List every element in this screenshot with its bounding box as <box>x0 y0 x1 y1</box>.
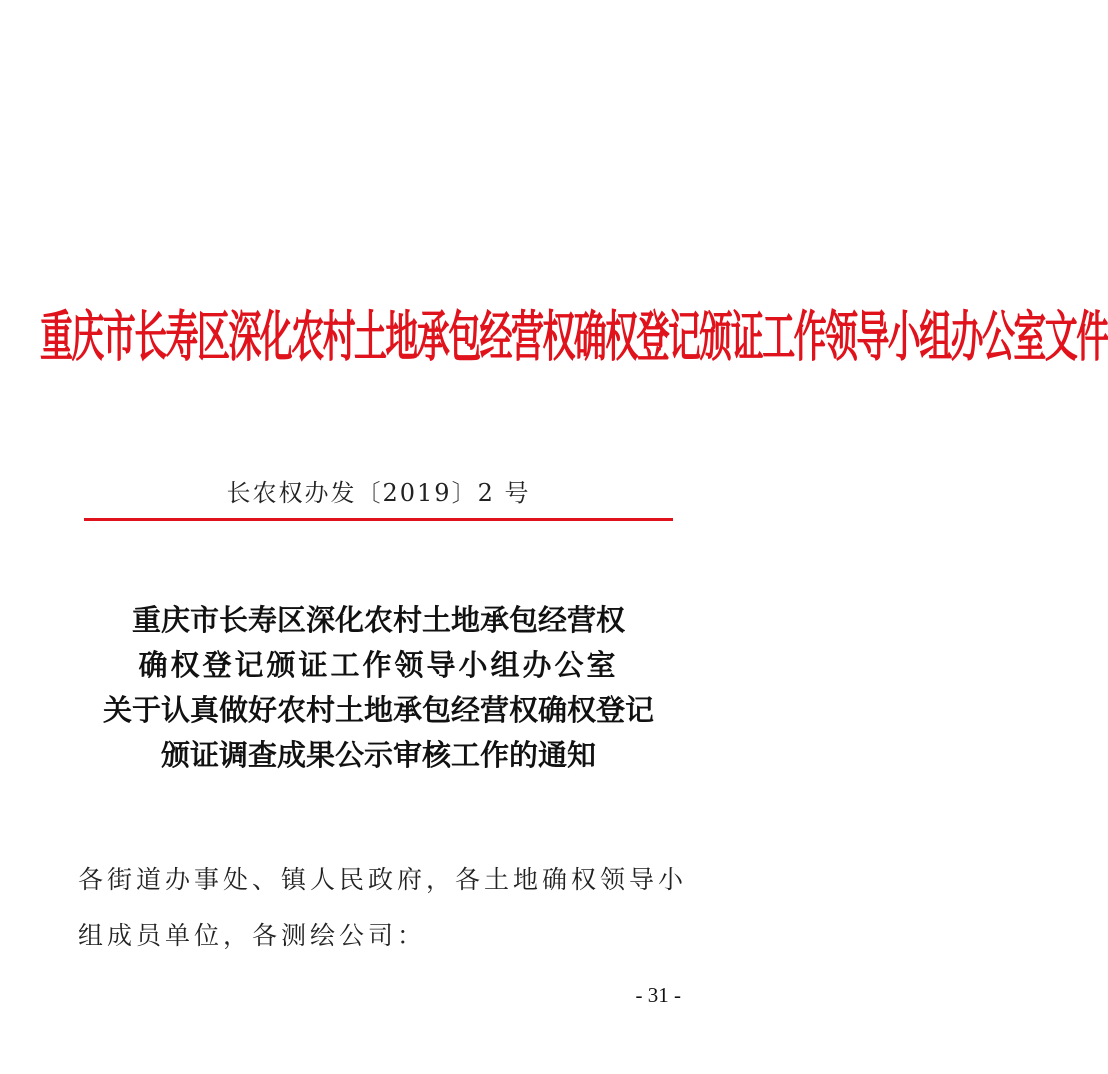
title-line-3: 关于认真做好农村土地承包经营权确权登记 <box>102 693 654 727</box>
salutation-line-2: 组成员单位，各测绘公司： <box>78 921 427 950</box>
salutation-line-1: 各街道办事处、镇人民政府，各土地确权领导小 <box>78 865 688 894</box>
issuer-red-header: 重庆市长寿区深化农村土地承包经营权确权登记颁证工作领导小组办公室文件 <box>40 304 1108 369</box>
document-number: 长农权办发〔2019〕2 号 <box>226 479 531 507</box>
red-divider-line <box>84 518 673 521</box>
title-line-2: 确权登记颁证工作领导小组办公室 <box>138 648 619 682</box>
salutation <box>78 852 688 964</box>
document-title <box>60 598 697 778</box>
page-number: - 31 - <box>635 983 681 1007</box>
title-line-4: 颁证调查成果公示审核工作的通知 <box>160 738 596 772</box>
title-line-1: 重庆市长寿区深化农村土地承包经营权 <box>131 603 625 637</box>
